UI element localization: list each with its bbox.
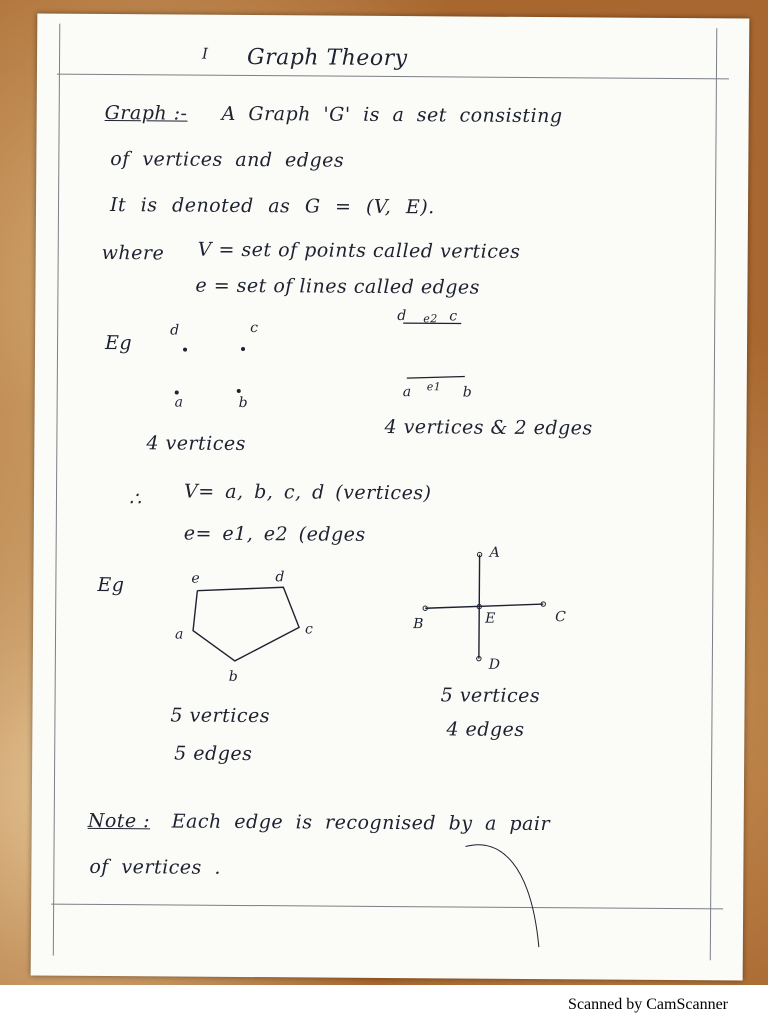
pentagon-edges — [193, 587, 300, 662]
top-margin-line — [57, 74, 729, 80]
scanner-watermark: Scanned by CamScanner — [568, 996, 728, 1013]
cross-caption-vertices: 5 vertices — [440, 684, 541, 708]
example1-label: Eg — [104, 332, 133, 355]
where-label: where — [101, 241, 165, 265]
page-title: Graph Theory — [246, 44, 408, 72]
cross-label-D: D — [488, 656, 501, 673]
conclusion-vertices: V= a, b, c, d (vertices) — [183, 480, 432, 505]
title-marker: I — [202, 44, 209, 63]
definition-text: A Graph 'G' is a set consisting — [221, 102, 563, 128]
vertex-b — [237, 389, 241, 393]
example1-left-caption: 4 vertices — [146, 432, 246, 455]
pentagon-label-e: e — [191, 570, 201, 587]
pentagon-caption-edges: 5 edges — [174, 742, 253, 766]
vertex-label-d: d — [170, 322, 180, 339]
vertex-label-a-right: a — [402, 384, 412, 401]
vertex-d — [183, 348, 187, 352]
left-margin-line — [53, 24, 61, 956]
edge-label-e2: e2 — [423, 312, 438, 326]
definition-label: Graph :- — [104, 101, 188, 125]
vertex-label-a: a — [174, 394, 184, 411]
cross-label-B: B — [413, 616, 424, 633]
denoted-line: It is denoted as G = (V, E). — [109, 194, 435, 219]
note-text-line2: of vertices . — [89, 855, 221, 879]
pentagon-graph — [173, 574, 314, 685]
right-margin-line — [710, 28, 718, 960]
note-text: Each edge is recognised by a pair — [171, 810, 551, 836]
where-v-line: V = set of points called vertices — [197, 238, 521, 263]
vertex-label-c-right: c — [449, 308, 458, 325]
pentagon-label-b: b — [228, 668, 239, 685]
edge-e1 — [407, 376, 465, 378]
bottom-margin-line — [51, 904, 723, 910]
definition-text-line2: of vertices and edges — [110, 148, 345, 172]
vertex-label-b: b — [238, 394, 249, 412]
pentagon-label-a: a — [174, 626, 184, 643]
cross-label-A: A — [489, 544, 501, 561]
vertex-label-b-right: b — [462, 384, 473, 401]
cross-graph — [413, 546, 554, 667]
notebook-page — [31, 14, 750, 981]
edge-label-e1: e1 — [426, 380, 442, 394]
vertex-label-d-right: d — [397, 308, 407, 325]
pen-stroke-mark — [461, 827, 552, 968]
cross-label-C: C — [555, 609, 567, 626]
pen-stroke-path — [465, 845, 540, 947]
cross-caption-edges: 4 edges — [446, 718, 525, 741]
cross-label-E: E — [485, 610, 496, 627]
where-e-line: e = set of lines called edges — [195, 274, 481, 299]
cross-horizontal-edges — [425, 603, 543, 609]
pentagon-label-d: d — [275, 569, 285, 586]
example1-right-caption: 4 vertices & 2 edges — [384, 415, 593, 440]
vertex-label-c: c — [250, 320, 259, 337]
example2-label: Eg — [97, 573, 125, 597]
therefore-symbol: ∴ — [128, 488, 142, 511]
conclusion-edges: e= e1, e2 (edges — [183, 522, 366, 546]
pentagon-caption-vertices: 5 vertices — [170, 704, 271, 728]
note-label: Note : — [87, 809, 151, 833]
vertex-c — [241, 347, 245, 351]
pentagon-label-c: c — [305, 621, 314, 638]
